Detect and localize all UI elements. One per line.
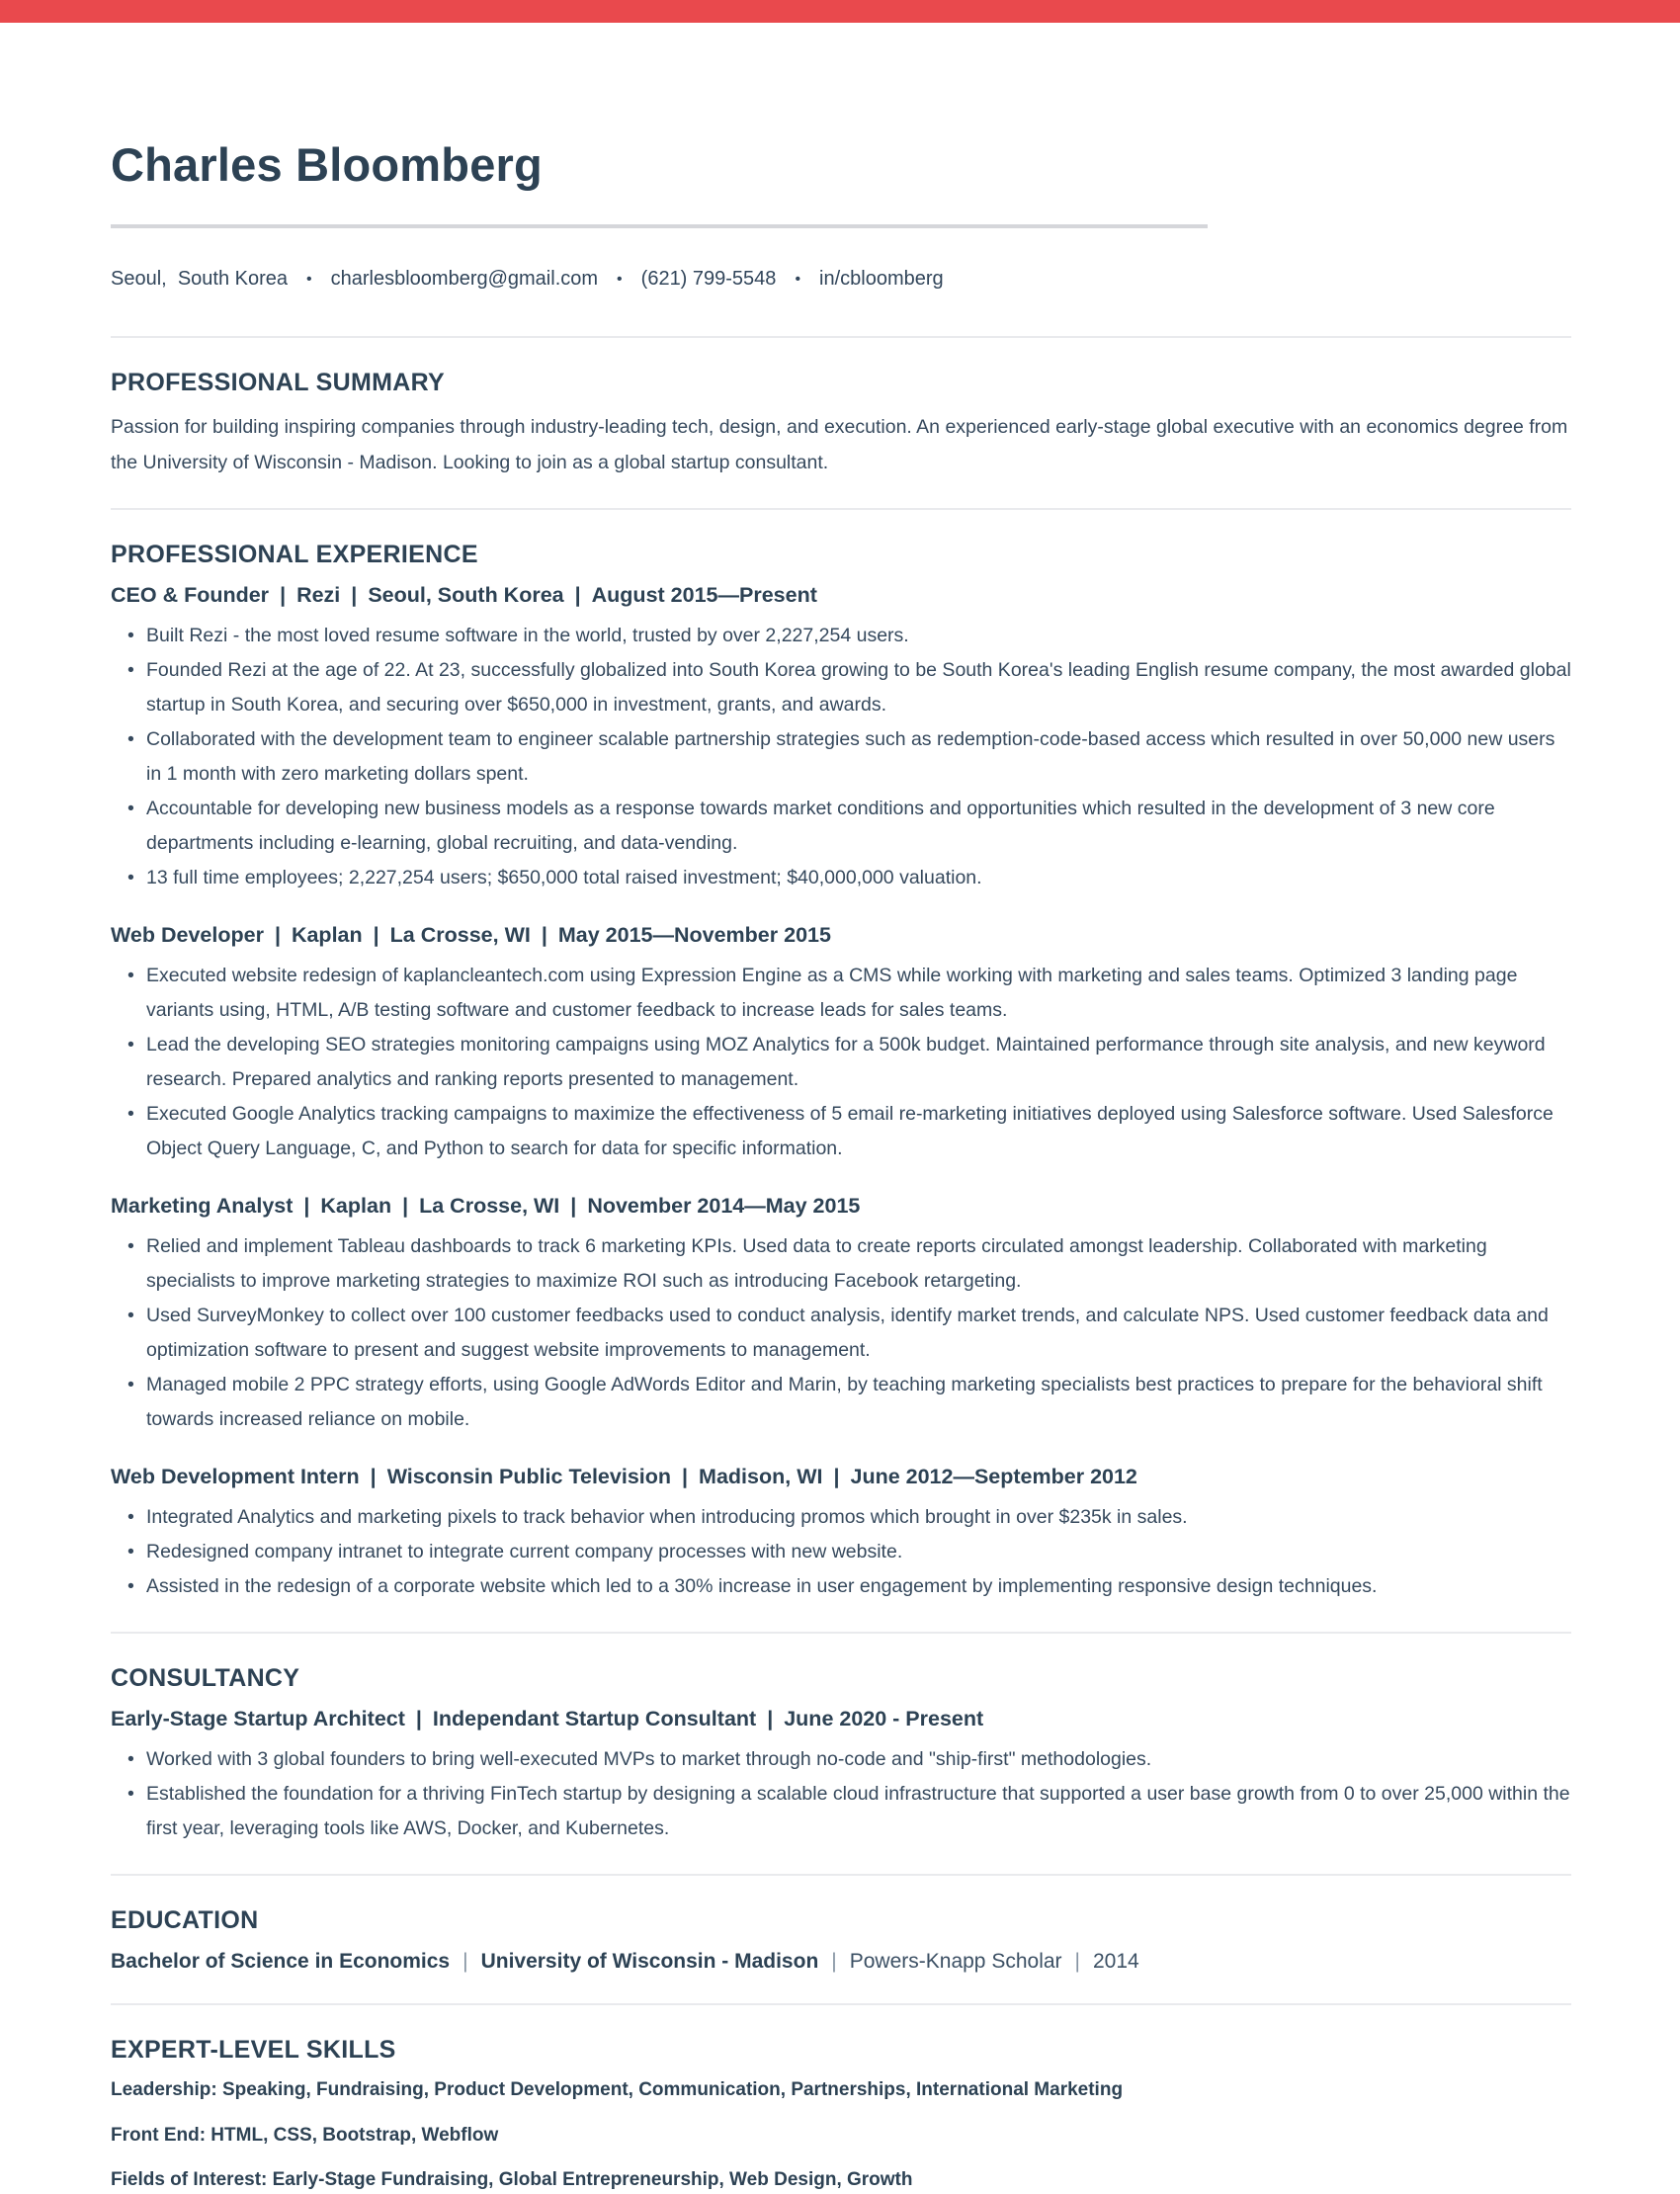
job-heading xyxy=(111,581,1571,610)
pipe-separator: | xyxy=(682,1464,689,1488)
job-dates: August 2015—Present xyxy=(591,582,817,607)
job-title: Marketing Analyst xyxy=(111,1193,294,1218)
job-bullet: • Executed Google Analytics tracking campaigns to maximize the effectiveness of 5 email re-marketing initiatives deployed using Salesforce software. Used Salesforce Object Query Language, C, and Python to search for data for specific information. xyxy=(111,1097,1571,1166)
education-degree: Bachelor of Science in Economics xyxy=(111,1949,451,1973)
section-divider xyxy=(111,1874,1571,1876)
pipe-separator: | xyxy=(833,1464,840,1488)
page-title: Charles Bloomberg xyxy=(111,138,543,191)
job-location: Madison, WI xyxy=(699,1464,823,1488)
job-bullet-list xyxy=(111,959,1571,1166)
section-divider xyxy=(111,336,1571,338)
job-bullet: • Lead the developing SEO strategies monitoring campaigns using MOZ Analytics for a 500k budget. Maintained performance through site analysis, and new keyword research. Prepared analytics and ranking reports presented to management. xyxy=(111,1028,1571,1097)
job-entry xyxy=(111,1192,1571,1437)
section-heading: EXPERT-LEVEL SKILLS xyxy=(111,2036,396,2065)
contact-separator-dot: • xyxy=(617,270,623,288)
job-title: Early-Stage Startup Architect xyxy=(111,1706,405,1730)
title-underline-rule xyxy=(111,224,1208,228)
summary-paragraph: Passion for building inspiring companies through industry-leading tech, design, and execution. An experienced early-stage global executive with an economics degree from the University of Wisconsin - Madison. Looking to join as a global startup consultant. xyxy=(111,415,1568,473)
contact-separator-dot: • xyxy=(795,270,801,288)
section-divider xyxy=(111,508,1571,510)
education-entry xyxy=(111,1947,1571,1976)
education-school: University of Wisconsin - Madison xyxy=(480,1949,819,1973)
job-location: La Crosse, WI xyxy=(389,922,531,947)
job-heading xyxy=(111,921,1571,950)
job-heading xyxy=(111,1463,1571,1491)
job-dates: November 2014—May 2015 xyxy=(587,1193,861,1218)
section-divider xyxy=(111,2003,1571,2005)
job-bullet: • 13 full time employees; 2,227,254 users; $650,000 total raised investment; $40,000,000 valuation. xyxy=(111,861,1571,895)
pipe-separator: | xyxy=(280,582,287,607)
job-title: CEO & Founder xyxy=(111,582,270,607)
job-bullet-list xyxy=(111,1742,1571,1846)
pipe-separator: | xyxy=(274,922,281,947)
section-heading: PROFESSIONAL EXPERIENCE xyxy=(111,540,478,568)
education-honor: Powers-Knapp Scholar xyxy=(849,1949,1062,1973)
job-dates: May 2015—November 2015 xyxy=(557,922,831,947)
job-dates: June 2012—September 2012 xyxy=(850,1464,1137,1488)
job-company: Kaplan xyxy=(291,922,363,947)
job-company: Rezi xyxy=(296,582,341,607)
job-bullet: • Integrated Analytics and marketing pixels to track behavior when introducing promos which brought in over $235k in sales. xyxy=(111,1500,1571,1535)
job-company: Kaplan xyxy=(320,1193,392,1218)
job-company: Independant Startup Consultant xyxy=(432,1706,757,1730)
pipe-separator: | xyxy=(373,922,379,947)
job-bullet: • Worked with 3 global founders to bring well-executed MVPs to market through no-code and "ship-first" methodologies. xyxy=(111,1742,1571,1777)
pipe-separator: | xyxy=(351,582,358,607)
contact-phone: (621) 799-5548 xyxy=(640,267,777,290)
section-professional-experience xyxy=(111,540,1571,1604)
job-bullet: • Founded Rezi at the age of 22. At 23, successfully globalized into South Korea growing to be South Korea's leading English resume company, the most awarded global startup in South Korea, and securing over $650,000 in investment, grants, and awards. xyxy=(111,653,1571,722)
job-entry xyxy=(111,1705,1571,1846)
job-entry xyxy=(111,921,1571,1166)
job-entry xyxy=(111,581,1571,895)
job-location: Seoul, South Korea xyxy=(368,582,564,607)
job-bullet: • Managed mobile 2 PPC strategy efforts, using Google AdWords Editor and Marin, by teaching marketing specialists best practices to prepare for the behavioral shift towards increased reliance on mobile. xyxy=(111,1368,1571,1437)
education-year: 2014 xyxy=(1093,1949,1139,1973)
pipe-separator: | xyxy=(370,1464,377,1488)
pipe-separator: | xyxy=(767,1706,774,1730)
job-location: La Crosse, WI xyxy=(419,1193,560,1218)
section-professional-summary xyxy=(111,368,1571,480)
section-heading: EDUCATION xyxy=(111,1905,259,1934)
contact-linkedin: in/cbloomberg xyxy=(819,267,944,290)
job-heading xyxy=(111,1705,1571,1733)
contact-email: charlesbloomberg@gmail.com xyxy=(330,267,599,290)
section-expert-level-skills xyxy=(111,2035,1571,2194)
skill-line-fields-of-interest: Fields of Interest: Early-Stage Fundraising, Global Entrepreneurship, Web Design, Growth xyxy=(111,2169,913,2191)
job-bullet-list xyxy=(111,1500,1571,1604)
pipe-separator: | xyxy=(462,1949,468,1973)
pipe-separator: | xyxy=(831,1949,837,1973)
section-heading: PROFESSIONAL SUMMARY xyxy=(111,368,445,396)
job-bullet-list xyxy=(111,1229,1571,1437)
skill-line-front-end: Front End: HTML, CSS, Bootstrap, Webflow xyxy=(111,2124,499,2146)
job-bullet: • Collaborated with the development team to engineer scalable partnership strategies such as redemption-code-based access which resulted in over 50,000 new users in 1 month with zero marketing dollars spent. xyxy=(111,722,1571,792)
job-heading xyxy=(111,1192,1571,1221)
job-entry xyxy=(111,1463,1571,1604)
pipe-separator: | xyxy=(1074,1949,1080,1973)
pipe-separator: | xyxy=(541,922,547,947)
job-bullet: • Used SurveyMonkey to collect over 100 customer feedbacks used to conduct analysis, identify market trends, and calculate NPS. Used customer feedback data and optimization software to present and suggest website improvements to management. xyxy=(111,1299,1571,1368)
job-bullet: • Assisted in the redesign of a corporate website which led to a 30% increase in user engagement by implementing responsive design techniques. xyxy=(111,1569,1571,1604)
contact-separator-dot: • xyxy=(306,270,312,288)
job-title: Web Development Intern xyxy=(111,1464,360,1488)
section-divider xyxy=(111,1632,1571,1634)
accent-top-bar xyxy=(0,0,1680,23)
section-education xyxy=(111,1905,1571,1976)
job-bullet: • Accountable for developing new business models as a response towards market conditions and opportunities which resulted in the development of 3 new core departments including e-learning, global recruiting, and data-vending. xyxy=(111,792,1571,861)
job-bullet: • Established the foundation for a thriving FinTech startup by designing a scalable cloud infrastructure that supported a user base growth from 0 to over 25,000 within the first year, leveraging tools like AWS, Docker, and Kubernetes. xyxy=(111,1777,1571,1846)
job-bullet: • Relied and implement Tableau dashboards to track 6 marketing KPIs. Used data to create reports circulated amongst leadership. Collaborated with marketing specialists to improve marketing strategies to maximize ROI such as introducing Facebook retargeting. xyxy=(111,1229,1571,1299)
job-bullet-list xyxy=(111,619,1571,895)
section-consultancy xyxy=(111,1663,1571,1846)
job-bullet: • Redesigned company intranet to integrate current company processes with new website. xyxy=(111,1535,1571,1569)
skill-line-leadership: Leadership: Speaking, Fundraising, Product Development, Communication, Partnerships, International Marketing xyxy=(111,2079,1124,2101)
job-title: Web Developer xyxy=(111,922,264,947)
job-bullet: • Executed website redesign of kaplancleantech.com using Expression Engine as a CMS while working with marketing and sales teams. Optimized 3 landing page variants using, HTML, A/B testing software and customer feedback to increase leads for sales teams. xyxy=(111,959,1571,1028)
job-company: Wisconsin Public Television xyxy=(386,1464,672,1488)
pipe-separator: | xyxy=(570,1193,577,1218)
section-heading: CONSULTANCY xyxy=(111,1663,300,1692)
contact-location: Seoul, South Korea xyxy=(111,267,289,290)
resume-content xyxy=(111,139,1571,2194)
pipe-separator: | xyxy=(574,582,581,607)
pipe-separator: | xyxy=(303,1193,310,1218)
job-bullet: • Built Rezi - the most loved resume software in the world, trusted by over 2,227,254 users. xyxy=(111,619,1571,653)
pipe-separator: | xyxy=(415,1706,422,1730)
job-dates: June 2020 - Present xyxy=(784,1706,984,1730)
pipe-separator: | xyxy=(402,1193,409,1218)
contact-line xyxy=(111,268,1571,291)
